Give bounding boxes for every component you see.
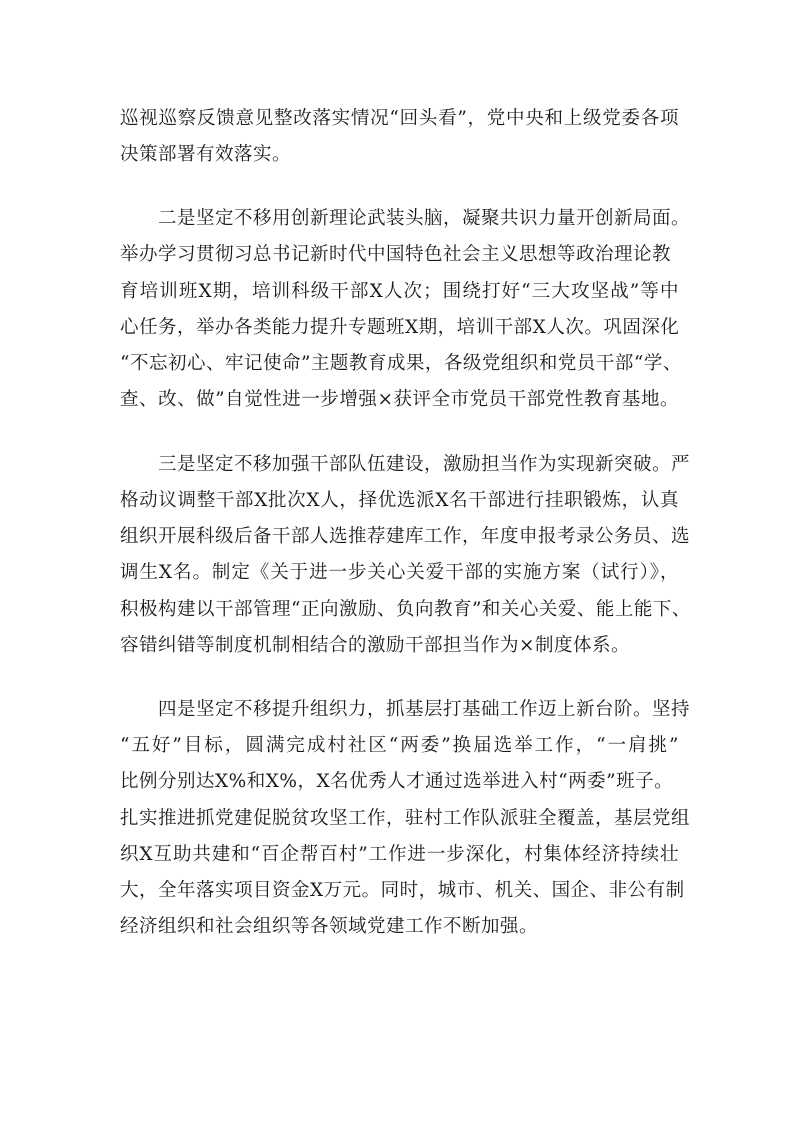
paragraph-4-line-7: 经济组织和社会组织等各领域党建工作不断加强。 xyxy=(120,916,539,937)
paragraph-4-line-3: 比例分别达X%和X%，X名优秀人才通过选举进入村“两委”班子。 xyxy=(120,771,674,792)
paragraph-3-line-5: 积极构建以干部管理“正向激励、负向教育”和关心关爱、能上能下、 xyxy=(120,599,691,620)
paragraph-4-line-2: “五好”目标，圆满完成村社区“两委”换届选举工作，“一肩挑” xyxy=(120,735,679,756)
paragraph-3-line-1: 三是坚定不移加强干部队伍建设，激励担当作为实现新突破。严 xyxy=(158,454,691,475)
paragraph-1-line-2: 决策部署有效落实。 xyxy=(120,144,292,165)
paragraph-4-line-1: 四是坚定不移提升组织力，抓基层打基础工作迈上新台阶。坚持 xyxy=(158,699,691,720)
paragraph-4-line-5: 织X互助共建和“百企帮百村”工作进一步深化，村集体经济持续壮 xyxy=(120,844,679,865)
paragraph-2-line-4: 心任务，举办各类能力提升专题班X期，培训干部X人次。巩固深化 xyxy=(120,317,680,338)
paragraph-3-line-3: 组织开展科级后备干部人选推荐建库工作，年度申报考录公务员、选 xyxy=(120,526,691,547)
paragraph-3-line-4: 调生X名。制定《关于进一步关心关爱干部的实施方案（试行）》， xyxy=(120,562,679,583)
paragraph-3-line-6: 容错纠错等制度机制相结合的激励干部担当作为×制度体系。 xyxy=(120,635,631,656)
paragraph-2-line-6: 查、改、做”自觉性进一步增强×获评全市党员干部党性教育基地。 xyxy=(120,389,679,410)
paragraph-2-line-2: 举办学习贯彻习总书记新时代中国特色社会主义思想等政治理论教 xyxy=(120,244,672,265)
paragraph-4-line-4: 扎实推进抓党建促脱贫攻坚工作，驻村工作队派驻全覆盖，基层党组 xyxy=(120,808,691,829)
paragraph-1-line-1: 巡视巡察反馈意见整改落实情况“回头看”，党中央和上级党委各项 xyxy=(120,108,679,129)
paragraph-2-line-5: “不忘初心、牢记使命”主题教育成果，各级党组织和党员干部“学、 xyxy=(120,353,682,374)
paragraph-4-line-6: 大，全年落实项目资金X万元。同时，城市、机关、国企、非公有制 xyxy=(120,880,685,901)
paragraph-2-line-1: 二是坚定不移用创新理论武装头脑，凝聚共识力量开创新局面。 xyxy=(158,208,691,229)
paragraph-3-line-2: 格动议调整干部X批次X人，择优选派X名干部进行挂职锻炼，认真 xyxy=(120,490,679,511)
paragraph-2-line-3: 育培训班X期，培训科级干部X人次；围绕打好“三大攻坚战”等中 xyxy=(120,281,679,302)
